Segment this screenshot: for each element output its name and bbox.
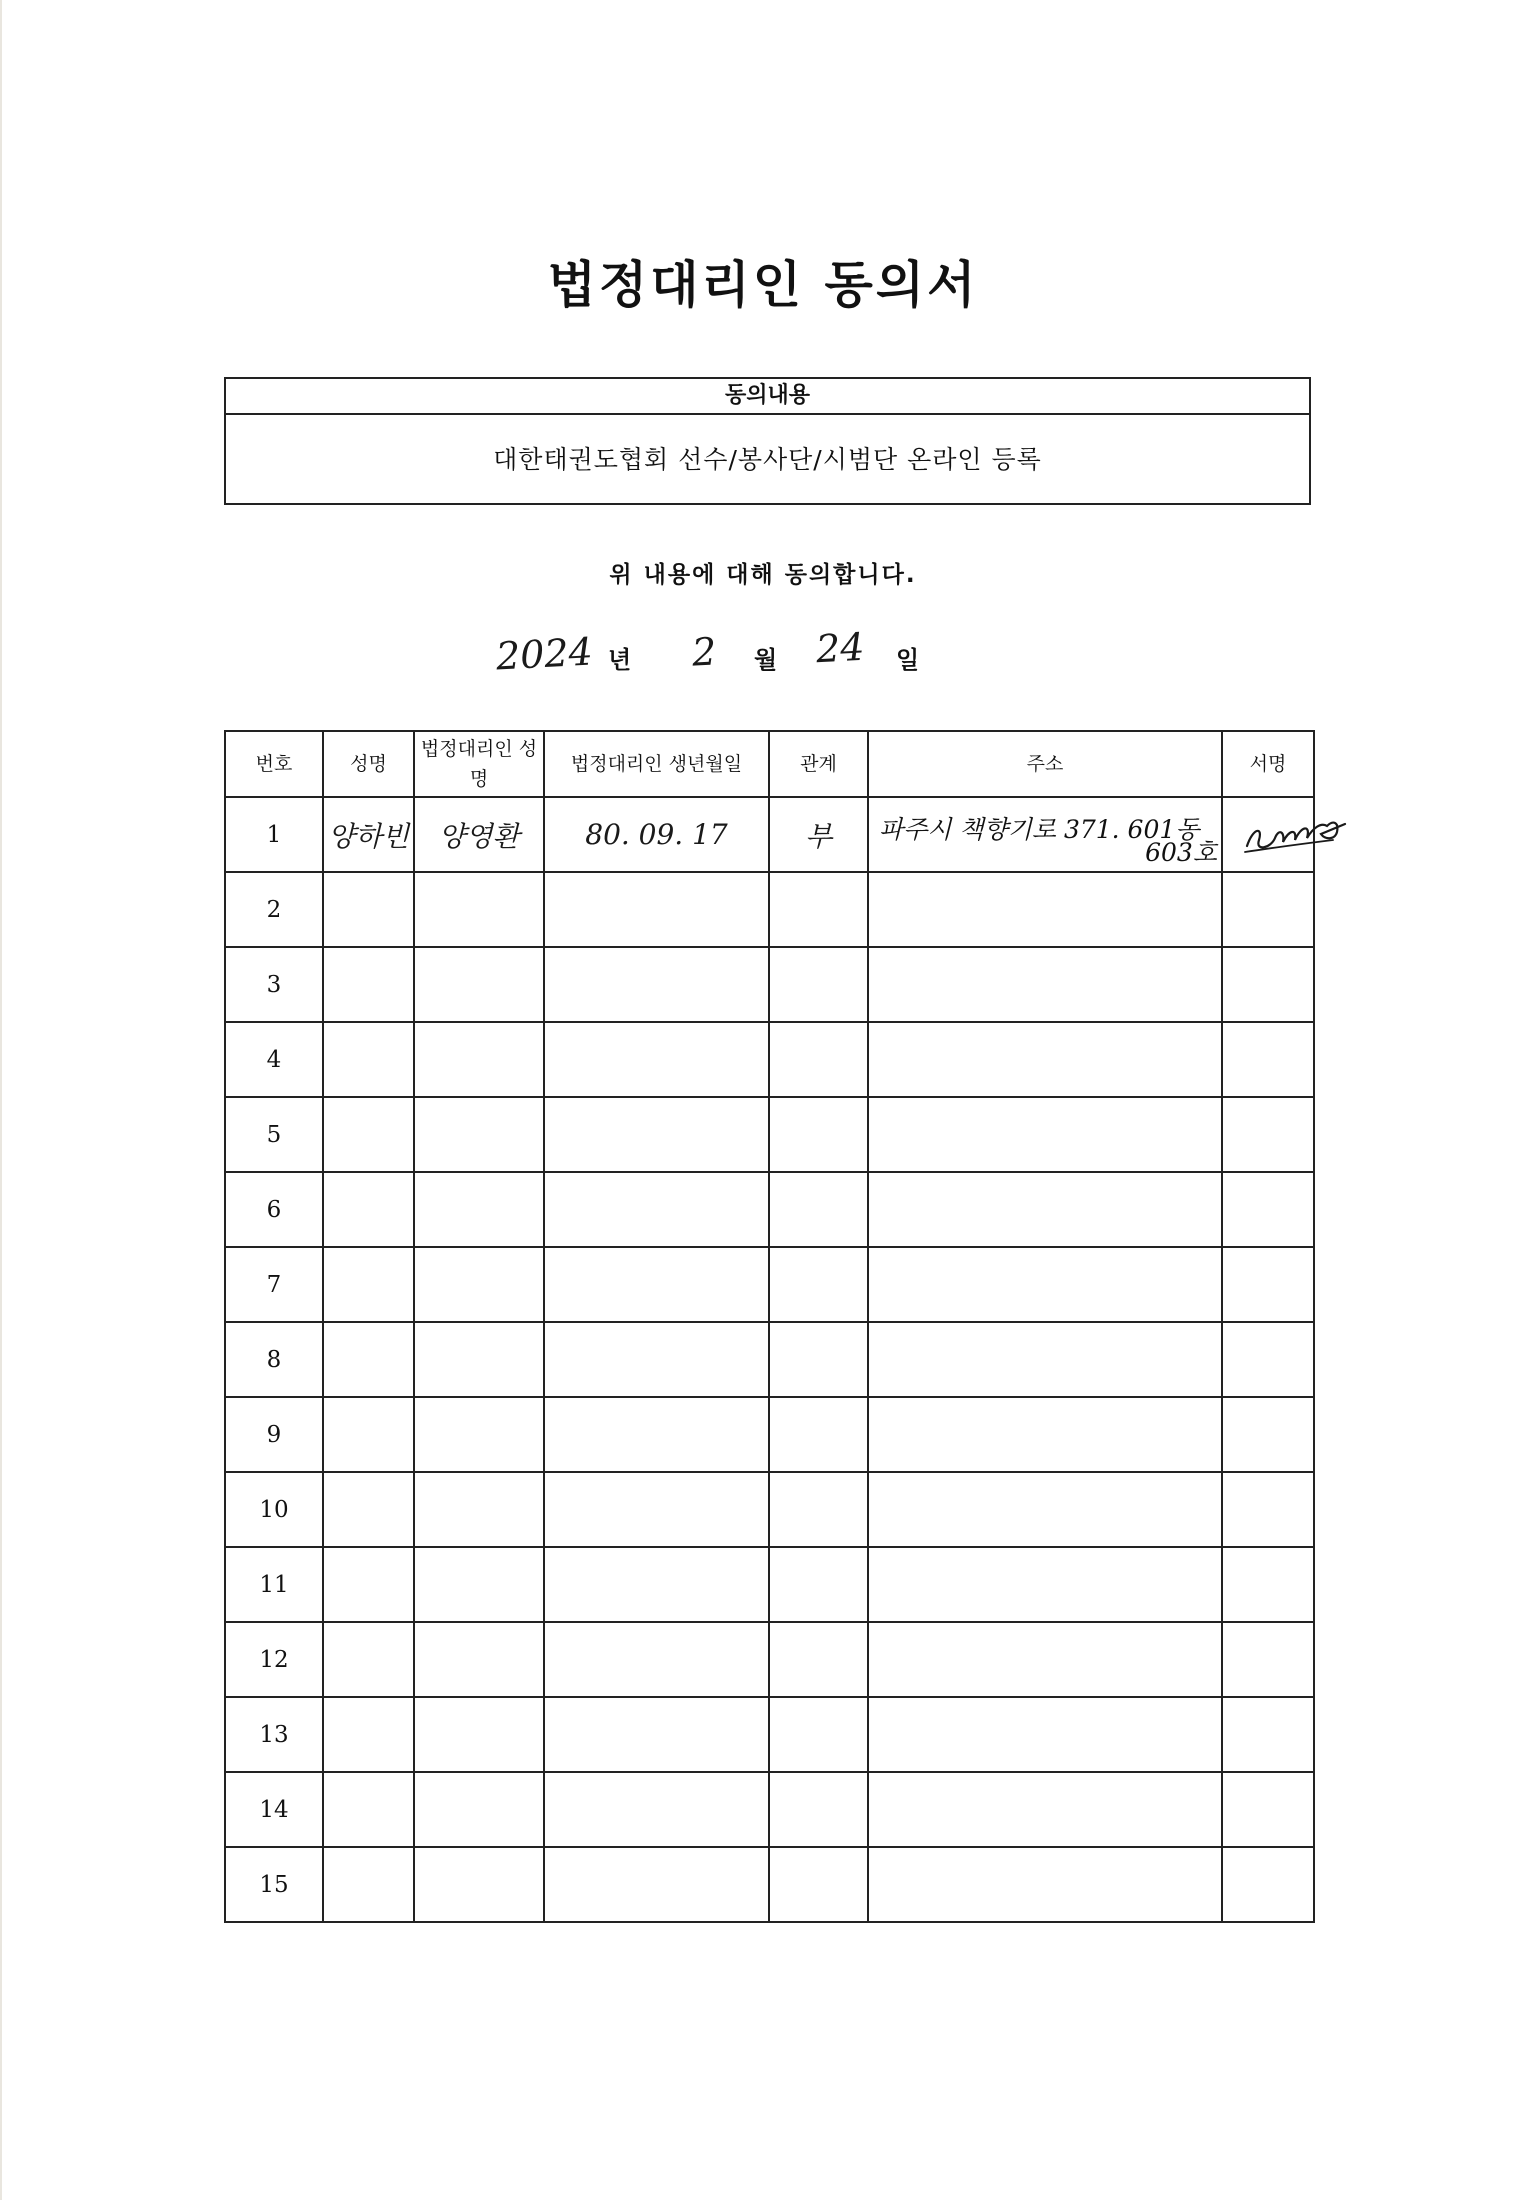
row-guardian-name xyxy=(414,1022,544,1097)
row-guardian-birth xyxy=(544,947,769,1022)
row-guardian-name xyxy=(414,1172,544,1247)
row-name xyxy=(323,1172,414,1247)
row-relation xyxy=(769,1247,868,1322)
agreement-text: 위 내용에 대해 동의합니다. xyxy=(609,562,917,588)
row-relation xyxy=(769,1472,868,1547)
row-number: 8 xyxy=(225,1322,323,1397)
row-guardian-name xyxy=(414,1622,544,1697)
consent-header: 동의내용 xyxy=(226,379,1309,415)
date-year-label: 년 xyxy=(608,646,632,674)
table-row xyxy=(225,1547,1314,1622)
row-address xyxy=(868,1697,1222,1772)
row-address xyxy=(868,1322,1222,1397)
row-address xyxy=(868,1397,1222,1472)
row-relation xyxy=(769,1397,868,1472)
row-relation xyxy=(769,947,868,1022)
row-address-line1: 파주시 책향기로 371. 601동 xyxy=(879,815,1200,844)
table-row xyxy=(225,1622,1314,1697)
row-relation xyxy=(769,1697,868,1772)
guardian-table xyxy=(224,730,1315,1923)
table-row xyxy=(225,1172,1314,1247)
row-number: 3 xyxy=(225,947,323,1022)
row-address xyxy=(868,1547,1222,1622)
row-guardian-name xyxy=(414,1472,544,1547)
table-row xyxy=(225,1697,1314,1772)
row-address xyxy=(868,1622,1222,1697)
row-guardian-birth xyxy=(544,1847,769,1922)
row-address xyxy=(868,947,1222,1022)
row-signature xyxy=(1222,947,1314,1022)
header-guardian-name: 법정대리인 성명 xyxy=(414,731,544,797)
date-year-value: 2024 xyxy=(494,629,594,679)
row-name xyxy=(323,872,414,947)
row-address xyxy=(868,1097,1222,1172)
row-signature xyxy=(1222,1547,1314,1622)
row-number: 13 xyxy=(225,1697,323,1772)
row-guardian-birth xyxy=(544,1322,769,1397)
table-row xyxy=(225,1472,1314,1547)
row-relation xyxy=(769,1772,868,1847)
row-signature xyxy=(1222,1172,1314,1247)
handwritten-signature xyxy=(1241,818,1351,858)
table-row xyxy=(225,1097,1314,1172)
table-row xyxy=(225,797,1314,872)
row-relation xyxy=(769,1172,868,1247)
row-guardian-name xyxy=(414,1322,544,1397)
row-name xyxy=(323,1097,414,1172)
row-guardian-birth xyxy=(544,1772,769,1847)
table-row xyxy=(225,947,1314,1022)
row-number: 1 xyxy=(225,797,323,872)
row-relation xyxy=(769,1097,868,1172)
row-address xyxy=(868,1022,1222,1097)
header-signature: 서명 xyxy=(1222,731,1314,797)
row-address xyxy=(868,1472,1222,1547)
row-name xyxy=(323,1322,414,1397)
row-guardian-birth xyxy=(544,1697,769,1772)
row-guardian-birth xyxy=(544,1022,769,1097)
consent-box xyxy=(224,377,1311,505)
row-guardian-birth xyxy=(544,1547,769,1622)
row-relation xyxy=(769,1322,868,1397)
row-signature xyxy=(1222,797,1314,872)
row-guardian-birth xyxy=(544,1247,769,1322)
row-number: 15 xyxy=(225,1847,323,1922)
row-number: 11 xyxy=(225,1547,323,1622)
row-signature xyxy=(1222,1772,1314,1847)
row-signature xyxy=(1222,1322,1314,1397)
row-number: 14 xyxy=(225,1772,323,1847)
row-relation xyxy=(769,1622,868,1697)
row-relation xyxy=(769,872,868,947)
row-guardian-name xyxy=(414,1547,544,1622)
date-month-value: 2 xyxy=(690,629,718,675)
row-signature xyxy=(1222,872,1314,947)
row-number: 12 xyxy=(225,1622,323,1697)
row-guardian-name xyxy=(414,1847,544,1922)
table-row xyxy=(225,1022,1314,1097)
row-guardian-name xyxy=(414,1247,544,1322)
row-guardian-name xyxy=(414,1697,544,1772)
row-guardian-name xyxy=(414,872,544,947)
row-guardian-birth xyxy=(544,1472,769,1547)
table-row xyxy=(225,1322,1314,1397)
row-number: 4 xyxy=(225,1022,323,1097)
table-row xyxy=(225,1847,1314,1922)
date-month-label: 월 xyxy=(754,646,778,674)
row-address xyxy=(868,872,1222,947)
row-guardian-birth xyxy=(544,1622,769,1697)
row-number: 2 xyxy=(225,872,323,947)
row-guardian-birth xyxy=(544,1397,769,1472)
row-relation xyxy=(769,1847,868,1922)
row-signature xyxy=(1222,1622,1314,1697)
row-name xyxy=(323,1772,414,1847)
row-signature xyxy=(1222,1397,1314,1472)
row-address xyxy=(868,1847,1222,1922)
row-signature xyxy=(1222,1472,1314,1547)
row-relation xyxy=(769,1547,868,1622)
header-name: 성명 xyxy=(323,731,414,797)
table-row xyxy=(225,1397,1314,1472)
row-name xyxy=(323,1847,414,1922)
row-guardian-birth xyxy=(544,872,769,947)
row-address xyxy=(868,1247,1222,1322)
row-address xyxy=(868,1772,1222,1847)
row-address xyxy=(868,797,1222,872)
table-row xyxy=(225,872,1314,947)
consent-content: 대한태권도협회 선수/봉사단/시범단 온라인 등록 xyxy=(493,445,1042,474)
row-name xyxy=(323,947,414,1022)
date-day-value: 24 xyxy=(814,624,866,672)
row-name xyxy=(323,1697,414,1772)
row-number: 7 xyxy=(225,1247,323,1322)
row-guardian-birth xyxy=(544,1097,769,1172)
row-number: 10 xyxy=(225,1472,323,1547)
row-guardian-name xyxy=(414,1397,544,1472)
row-name xyxy=(323,1622,414,1697)
row-signature xyxy=(1222,1022,1314,1097)
row-name xyxy=(323,1022,414,1097)
header-number: 번호 xyxy=(225,731,323,797)
table-row xyxy=(225,1772,1314,1847)
row-guardian-name xyxy=(414,1097,544,1172)
date-day-label: 일 xyxy=(896,646,920,674)
document-title: 법정대리인 동의서 xyxy=(547,256,979,314)
row-number: 9 xyxy=(225,1397,323,1472)
row-number: 6 xyxy=(225,1172,323,1247)
row-name xyxy=(323,1472,414,1547)
row-name xyxy=(323,1247,414,1322)
row-signature xyxy=(1222,1847,1314,1922)
header-address: 주소 xyxy=(868,731,1222,797)
row-guardian-name: 양영환 xyxy=(414,797,544,872)
row-name xyxy=(323,1547,414,1622)
header-relation: 관계 xyxy=(769,731,868,797)
header-guardian-birth: 법정대리인 생년월일 xyxy=(544,731,769,797)
row-relation: 부 xyxy=(769,797,868,872)
row-number: 5 xyxy=(225,1097,323,1172)
row-guardian-birth xyxy=(544,1172,769,1247)
row-signature xyxy=(1222,1247,1314,1322)
table-header-row xyxy=(225,731,1314,797)
row-address-line2: 603호 xyxy=(1145,838,1217,867)
row-signature xyxy=(1222,1697,1314,1772)
row-guardian-birth: 80. 09. 17 xyxy=(544,797,769,872)
row-address xyxy=(868,1172,1222,1247)
row-signature xyxy=(1222,1097,1314,1172)
row-name: 양하빈 xyxy=(323,797,414,872)
row-guardian-name xyxy=(414,1772,544,1847)
row-relation xyxy=(769,1022,868,1097)
table-row xyxy=(225,1247,1314,1322)
row-name xyxy=(323,1397,414,1472)
date-line xyxy=(494,624,996,690)
row-guardian-name xyxy=(414,947,544,1022)
